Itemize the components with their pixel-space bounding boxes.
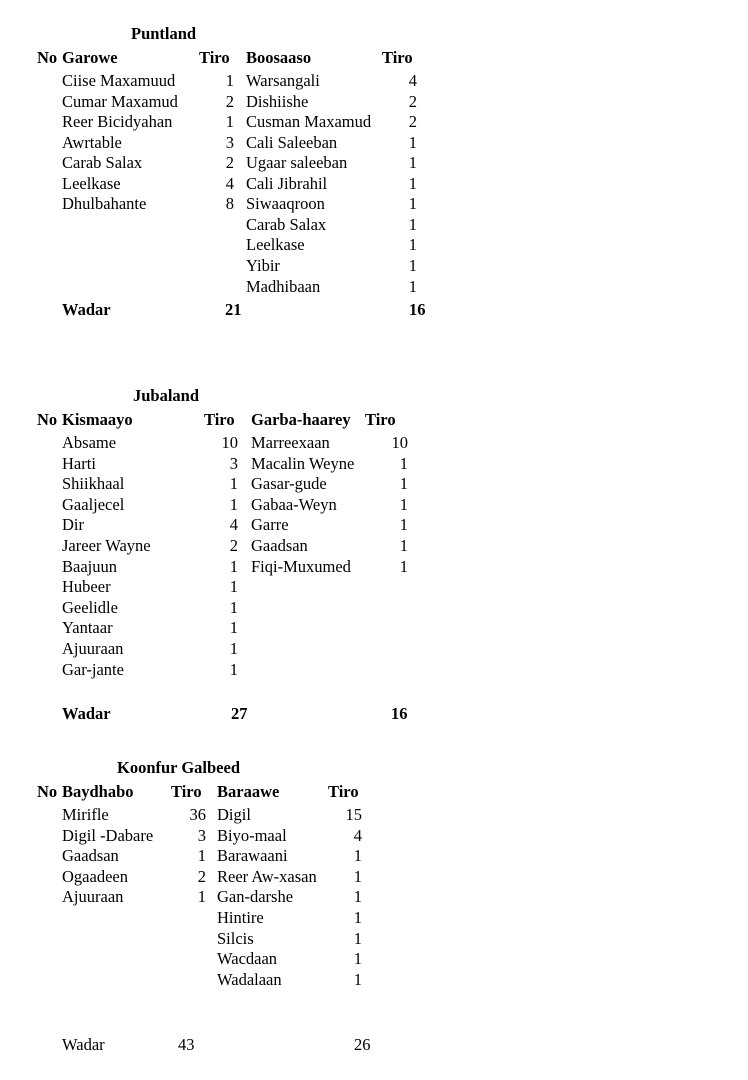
clan-count: 1 — [229, 577, 238, 597]
clan-count: 1 — [408, 276, 417, 296]
clan-name: Macalin Weyne — [251, 453, 355, 473]
clan-name: Ajuuraan — [62, 887, 124, 907]
total-col1: 43 — [178, 1035, 195, 1054]
clan-count: 3 — [225, 132, 234, 152]
clan-count: 10 — [391, 433, 408, 452]
clan-count: 1 — [353, 949, 362, 969]
clan-count: 1 — [353, 846, 362, 866]
clan-count: 36 — [189, 805, 206, 824]
clan-count: 1 — [229, 556, 238, 576]
header-city1: Garowe — [62, 48, 118, 67]
header-tiro1: Tiro — [171, 782, 202, 801]
clan-name: Gaaljecel — [62, 494, 125, 514]
jubaland-section-title: Jubaland — [133, 386, 200, 405]
clan-name: Marreexaan — [251, 433, 330, 452]
clan-count: 1 — [408, 132, 417, 152]
clan-count: 1 — [399, 536, 408, 555]
clan-count: 8 — [225, 194, 234, 214]
clan-count: 1 — [197, 887, 206, 907]
clan-count: 4 — [225, 173, 234, 193]
clan-count: 1 — [197, 846, 206, 866]
clan-count: 1 — [408, 235, 417, 255]
clan-name: Fiqi-Muxumed — [251, 556, 351, 576]
clan-name: Carab Salax — [246, 214, 327, 234]
clan-name: Cali Jibrahil — [246, 173, 328, 193]
clan-count: 1 — [399, 556, 408, 576]
clan-count: 1 — [353, 887, 362, 907]
clan-name: Absame — [62, 433, 117, 452]
clan-name: Barawaani — [217, 846, 288, 866]
clan-name: Reer Bicidyahan — [62, 112, 173, 132]
clan-name: Warsangali — [246, 71, 320, 90]
clan-name: Ajuuraan — [62, 639, 124, 658]
total-col2: 16 — [391, 704, 408, 723]
clan-name: Geelidle — [62, 597, 118, 617]
clan-count: 2 — [225, 91, 234, 111]
header-city1: Kismaayo — [62, 410, 133, 429]
clan-count: 1 — [225, 71, 234, 90]
clan-count: 1 — [229, 494, 238, 514]
clan-count: 4 — [229, 515, 238, 535]
clan-count: 1 — [229, 597, 238, 617]
header-tiro1: Tiro — [199, 48, 230, 67]
clan-name: Leelkase — [246, 235, 305, 255]
clan-name: Biyo-maal — [217, 825, 287, 845]
clan-name: Gan-darshe — [217, 887, 294, 907]
clan-name: Wacdaan — [217, 949, 278, 969]
clan-name: Hubeer — [62, 577, 111, 597]
clan-name: Shiikhaal — [62, 474, 125, 494]
clan-count: 3 — [229, 453, 238, 473]
clan-name: Cali Saleeban — [246, 132, 338, 152]
clan-count: 1 — [229, 618, 238, 638]
clan-name: Digil — [217, 805, 251, 824]
total-label: Wadar — [62, 1035, 105, 1054]
clan-count: 1 — [408, 153, 417, 173]
clan-name: Baajuun — [62, 556, 117, 576]
clan-name: Gaadsan — [62, 846, 119, 866]
clan-count: 1 — [399, 515, 408, 535]
clan-name: Digil -Dabare — [62, 825, 154, 845]
clan-count: 1 — [408, 173, 417, 193]
total-col2: 26 — [354, 1035, 371, 1054]
clan-name: Carab Salax — [62, 153, 143, 173]
total-label: Wadar — [62, 704, 111, 723]
header-city2: Boosaaso — [246, 48, 312, 67]
clan-count: 1 — [229, 639, 238, 658]
clan-name: Yantaar — [62, 618, 113, 638]
clan-name: Cusman Maxamud — [246, 112, 372, 132]
clan-count: 10 — [221, 433, 238, 452]
clan-count: 1 — [408, 255, 417, 275]
header-no: No — [37, 48, 58, 67]
clan-count: 1 — [408, 194, 417, 214]
header-city2: Garba-haarey — [251, 410, 351, 429]
clan-name: Madhibaan — [246, 276, 321, 296]
clan-count: 3 — [197, 825, 206, 845]
clan-count: 1 — [408, 214, 417, 234]
header-tiro2: Tiro — [365, 410, 396, 429]
clan-name: Hintire — [217, 908, 264, 927]
clan-name: Cumar Maxamud — [62, 91, 178, 111]
clan-name: Dishiishe — [246, 91, 309, 111]
clan-count: 1 — [353, 866, 362, 886]
clan-name: Ciise Maxamuud — [62, 71, 176, 90]
clan-count: 1 — [225, 112, 234, 132]
clan-name: Dir — [62, 515, 84, 535]
clan-count: 1 — [353, 969, 362, 989]
clan-name: Garre — [251, 515, 289, 535]
clan-name: Gar-jante — [62, 659, 124, 679]
clan-count: 15 — [345, 805, 362, 824]
header-tiro1: Tiro — [204, 410, 235, 429]
header-city1: Baydhabo — [62, 782, 134, 801]
clan-count: 2 — [225, 153, 234, 173]
clan-count: 2 — [408, 112, 417, 132]
clan-name: Gasar-gude — [251, 474, 327, 494]
header-no: No — [37, 410, 58, 429]
clan-name: Ugaar saleeban — [246, 153, 348, 173]
clan-name: Yibir — [246, 255, 280, 275]
clan-count: 1 — [399, 453, 408, 473]
clan-name: Jareer Wayne — [62, 536, 151, 555]
total-col1: 27 — [231, 704, 248, 723]
total-label: Wadar — [62, 300, 111, 319]
clan-name: Siwaaqroon — [246, 194, 325, 214]
puntland-section-title: Puntland — [131, 24, 197, 43]
clan-count: 2 — [408, 91, 417, 111]
clan-name: Gabaa-Weyn — [251, 494, 337, 514]
header-tiro2: Tiro — [328, 782, 359, 801]
clan-count: 4 — [353, 825, 362, 845]
clan-count: 1 — [229, 474, 238, 494]
clan-name: Leelkase — [62, 173, 121, 193]
clan-name: Ogaadeen — [62, 866, 128, 886]
clan-count: 1 — [353, 908, 362, 927]
clan-name: Mirifle — [62, 805, 109, 824]
clan-name: Awrtable — [62, 132, 122, 152]
clan-count: 1 — [229, 659, 238, 679]
header-no: No — [37, 782, 58, 801]
total-col2: 16 — [409, 300, 426, 319]
clan-count: 1 — [399, 494, 408, 514]
clan-name: Dhulbahante — [62, 194, 147, 214]
clan-count: 1 — [353, 928, 362, 948]
clan-name: Gaadsan — [251, 536, 308, 555]
clan-name: Wadalaan — [217, 969, 282, 989]
total-col1: 21 — [225, 300, 242, 319]
clan-count: 1 — [399, 474, 408, 494]
header-city2: Baraawe — [217, 782, 280, 801]
clan-name: Reer Aw-xasan — [217, 866, 317, 886]
clan-count: 2 — [197, 866, 206, 886]
clan-count: 2 — [229, 536, 238, 555]
koonfur-section-title: Koonfur Galbeed — [117, 758, 241, 777]
header-tiro2: Tiro — [382, 48, 413, 67]
clan-name: Harti — [62, 453, 96, 473]
clan-name: Silcis — [217, 928, 254, 948]
clan-count: 4 — [408, 71, 417, 90]
